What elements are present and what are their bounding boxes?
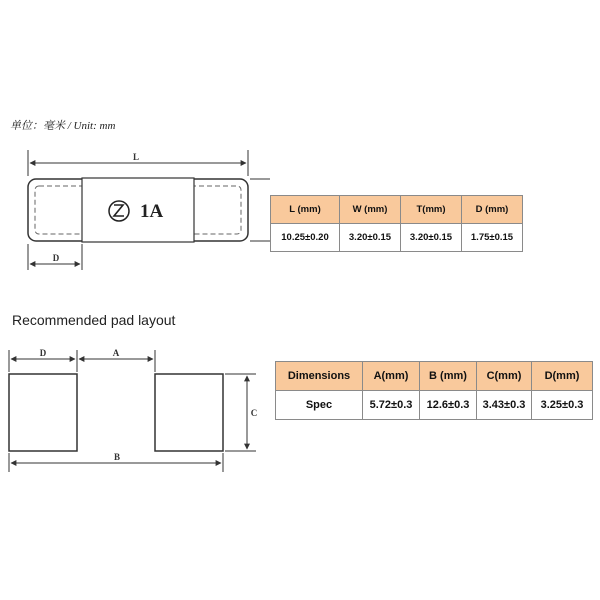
pad-row-label: Spec <box>276 391 363 420</box>
size-header-d: D (mm) <box>462 196 523 224</box>
pad-d-label: D <box>39 348 47 358</box>
size-value-d: 1.75±0.15 <box>462 224 523 252</box>
pad-c-label: C <box>250 408 258 418</box>
pad-table <box>275 361 593 420</box>
pad-b-label: B <box>113 452 121 462</box>
size-header-l: L (mm) <box>271 196 340 224</box>
dimension-l-label: L <box>132 152 140 162</box>
pad-header-a: A(mm) <box>363 362 420 391</box>
pad-header-dimensions: Dimensions <box>276 362 363 391</box>
pad-value-d: 3.25±0.3 <box>532 391 593 420</box>
pad-header-c: C(mm) <box>477 362 532 391</box>
size-header-t: T(mm) <box>401 196 462 224</box>
pad-a-label: A <box>112 348 120 358</box>
component-marking: 1A <box>140 201 164 222</box>
unit-note: 单位：毫米 / Unit: mm <box>10 120 116 132</box>
size-value-l: 10.25±0.20 <box>271 224 340 252</box>
pad-value-a: 5.72±0.3 <box>363 391 420 420</box>
left-pad <box>9 374 77 451</box>
size-value-t: 3.20±0.15 <box>401 224 462 252</box>
pad-value-b: 12.6±0.3 <box>420 391 477 420</box>
size-value-w: 3.20±0.15 <box>340 224 401 252</box>
pad-header-b: B (mm) <box>420 362 477 391</box>
component-outline <box>28 178 248 242</box>
pad-value-c: 3.43±0.3 <box>477 391 532 420</box>
size-table <box>270 195 523 252</box>
right-pad <box>155 374 223 451</box>
pad-header-d: D(mm) <box>532 362 593 391</box>
pad-layout-title: Recommended pad layout <box>12 312 176 328</box>
dimension-d-label: D <box>52 253 60 263</box>
size-header-w: W (mm) <box>340 196 401 224</box>
